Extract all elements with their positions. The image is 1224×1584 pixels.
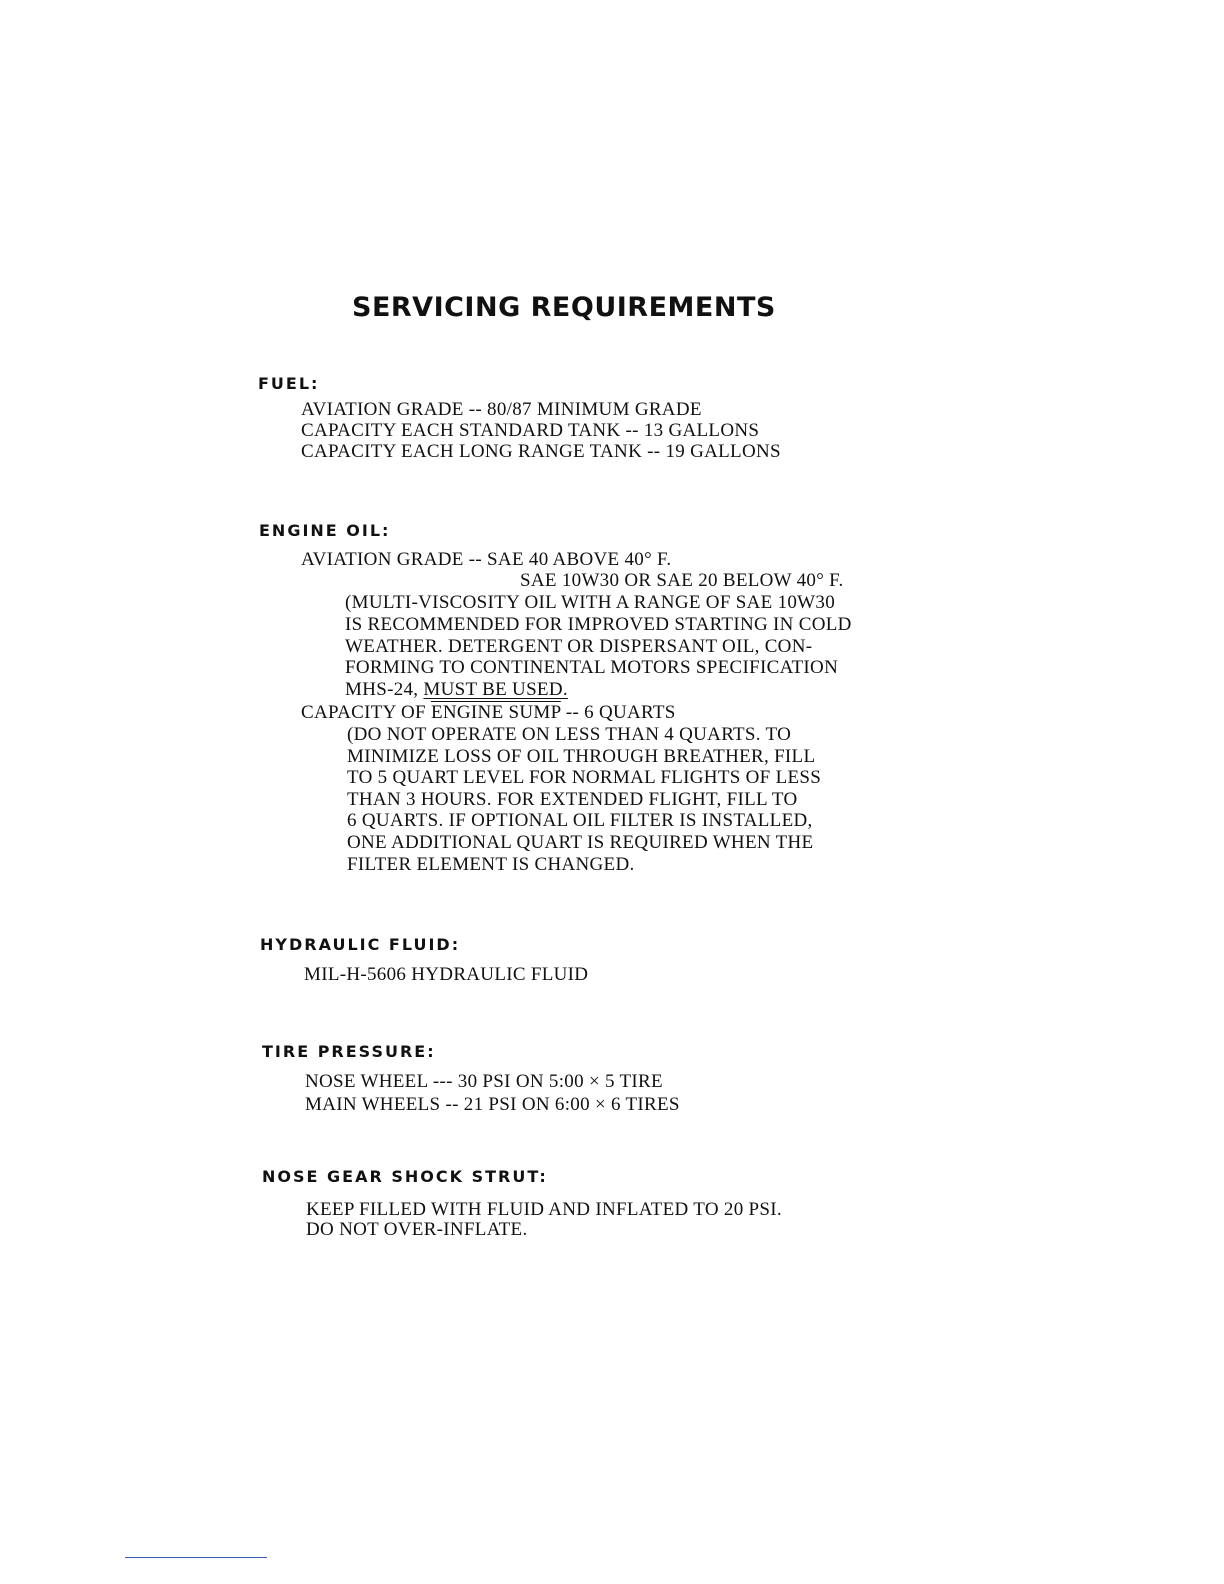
fuel-heading: FUEL: xyxy=(258,374,320,393)
nose-gear-shock-strut-heading: NOSE GEAR SHOCK STRUT: xyxy=(262,1167,548,1186)
oil-spec-number: MHS-24, xyxy=(345,679,419,700)
fuel-standard-tank-capacity: CAPACITY EACH STANDARD TANK -- 13 GALLONS xyxy=(301,420,760,441)
footer-rule xyxy=(125,1557,267,1558)
sump-note-line: 6 QUARTS. IF OPTIONAL OIL FILTER IS INSTALLED, xyxy=(347,810,813,831)
nose-wheel-pressure: NOSE WHEEL --- 30 PSI ON 5:00 × 5 TIRE xyxy=(305,1071,663,1092)
page-title: SERVICING REQUIREMENTS xyxy=(352,292,776,323)
oil-note-line: WEATHER. DETERGENT OR DISPERSANT OIL, CON- xyxy=(345,636,813,657)
sump-note-line: ONE ADDITIONAL QUART IS REQUIRED WHEN THE xyxy=(347,832,814,853)
engine-sump-label: ENGINE SUMP xyxy=(430,702,561,723)
sump-note-line: MINIMIZE LOSS OF OIL THROUGH BREATHER, FILL xyxy=(347,746,816,767)
strut-overinflate-warning: DO NOT OVER-INFLATE. xyxy=(306,1219,528,1240)
sump-note-line: FILTER ELEMENT IS CHANGED. xyxy=(347,854,635,875)
hydraulic-fluid-heading: HYDRAULIC FLUID: xyxy=(260,935,461,954)
oil-grade-above: AVIATION GRADE -- SAE 40 ABOVE 40° F. xyxy=(301,549,672,570)
fuel-long-range-tank-capacity: CAPACITY EACH LONG RANGE TANK -- 19 GALLONS xyxy=(301,441,781,462)
capacity-prefix: CAPACITY OF xyxy=(301,702,426,723)
fuel-aviation-grade: AVIATION GRADE -- 80/87 MINIMUM GRADE xyxy=(301,399,702,420)
tire-pressure-heading: TIRE PRESSURE: xyxy=(262,1042,436,1061)
oil-note-line: FORMING TO CONTINENTAL MOTORS SPECIFICATION xyxy=(345,657,839,678)
hydraulic-fluid-spec: MIL-H-5606 HYDRAULIC FLUID xyxy=(304,964,589,985)
strut-fill-instruction: KEEP FILLED WITH FLUID AND INFLATED TO 20 PSI. xyxy=(306,1199,782,1220)
oil-note-line: (MULTI-VISCOSITY OIL WITH A RANGE OF SAE 10W30 xyxy=(345,592,836,613)
oil-note-last-line xyxy=(345,679,568,701)
sump-note-line: THAN 3 HOURS. FOR EXTENDED FLIGHT, FILL TO xyxy=(347,789,798,810)
sump-note-line: (DO NOT OPERATE ON LESS THAN 4 QUARTS. TO xyxy=(347,724,792,745)
oil-note-line: IS RECOMMENDED FOR IMPROVED STARTING IN COLD xyxy=(345,614,852,635)
must-be-used-emphasis: MUST BE USED. xyxy=(423,679,568,700)
oil-grade-below: SAE 10W30 OR SAE 20 BELOW 40° F. xyxy=(520,570,844,591)
capacity-value: -- 6 QUARTS xyxy=(565,702,676,723)
main-wheels-pressure: MAIN WHEELS -- 21 PSI ON 6:00 × 6 TIRES xyxy=(305,1094,680,1115)
sump-note-line: TO 5 QUART LEVEL FOR NORMAL FLIGHTS OF LESS xyxy=(347,767,822,788)
engine-oil-heading: ENGINE OIL: xyxy=(259,521,391,540)
oil-sump-capacity xyxy=(301,702,676,724)
